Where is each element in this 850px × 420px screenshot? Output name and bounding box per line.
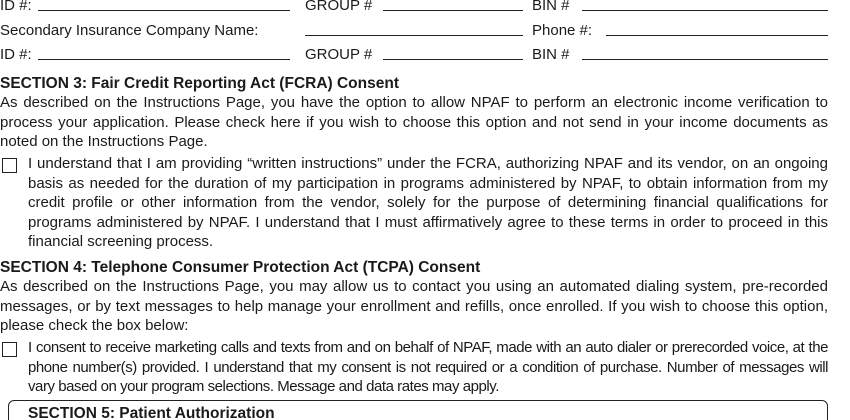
tcpa-consent-text: I consent to receive marketing calls and texts from and on behalf of NPAF, made with an auto dialer or prerecorded voice, at the phone number(s) provided. I understand that my consent is not required or a condition of purchase. Number of messages will vary based on your program selections. Message and data rates may apply. [28,339,828,396]
secondary-group-label: GROUP # [305,46,373,63]
section-4-intro: As described on the Instructions Page, you may allow us to contact you using an automated dialing system, pre-recorded messages, or by text messages to help manage your enrollment and refills, once enrolled. If you wish to choose this option, please check the box below: [0,278,828,335]
phone-label: Phone #: [532,22,593,39]
section-3-heading: SECTION 3: Fair Credit Reporting Act (FCRA) Consent [0,75,399,92]
section-3-intro: As described on the Instructions Page, you have the option to allow NPAF to perform an electronic income verification to process your application. Please check here if you wish to choose this option and not send in your income documents as noted on the Instructions Page. [0,94,828,151]
id-input-line[interactable] [38,10,290,11]
fcra-consent-text: I understand that I am providing “written instructions” under the FCRA, authorizing NPAF and its vendor, on an ongoing basis as needed for the duration of my participation in programs administered by NPAF, to obtain information from my credit profile or other information from the vendor, solely for the purpose of determining financial qualifications for programs administered by NPAF. I understand that I must affirmatively agree to these terms in order to proceed in this financial screening process. [28,155,828,251]
secondary-insurance-company-name-input-line[interactable] [305,35,523,36]
secondary-bin-label: BIN # [532,46,570,63]
section-4-heading: SECTION 4: Telephone Consumer Protection Act (TCPA) Consent [0,259,481,276]
fcra-consent-checkbox[interactable] [2,158,17,173]
secondary-insurance-company-name-label: Secondary Insurance Company Name: [0,22,259,39]
bin-input-line[interactable] [582,10,828,11]
secondary-id-input-line[interactable] [38,59,290,60]
group-label: GROUP # [305,0,373,14]
phone-input-line[interactable] [606,35,828,36]
secondary-bin-input-line[interactable] [582,59,828,60]
id-label: ID #: [0,0,32,14]
bin-label: BIN # [532,0,570,14]
section-5-heading: SECTION 5: Patient Authorization [28,405,275,420]
group-input-line[interactable] [383,10,523,11]
secondary-group-input-line[interactable] [383,59,523,60]
secondary-id-label: ID #: [0,46,32,63]
tcpa-consent-checkbox[interactable] [2,342,17,357]
